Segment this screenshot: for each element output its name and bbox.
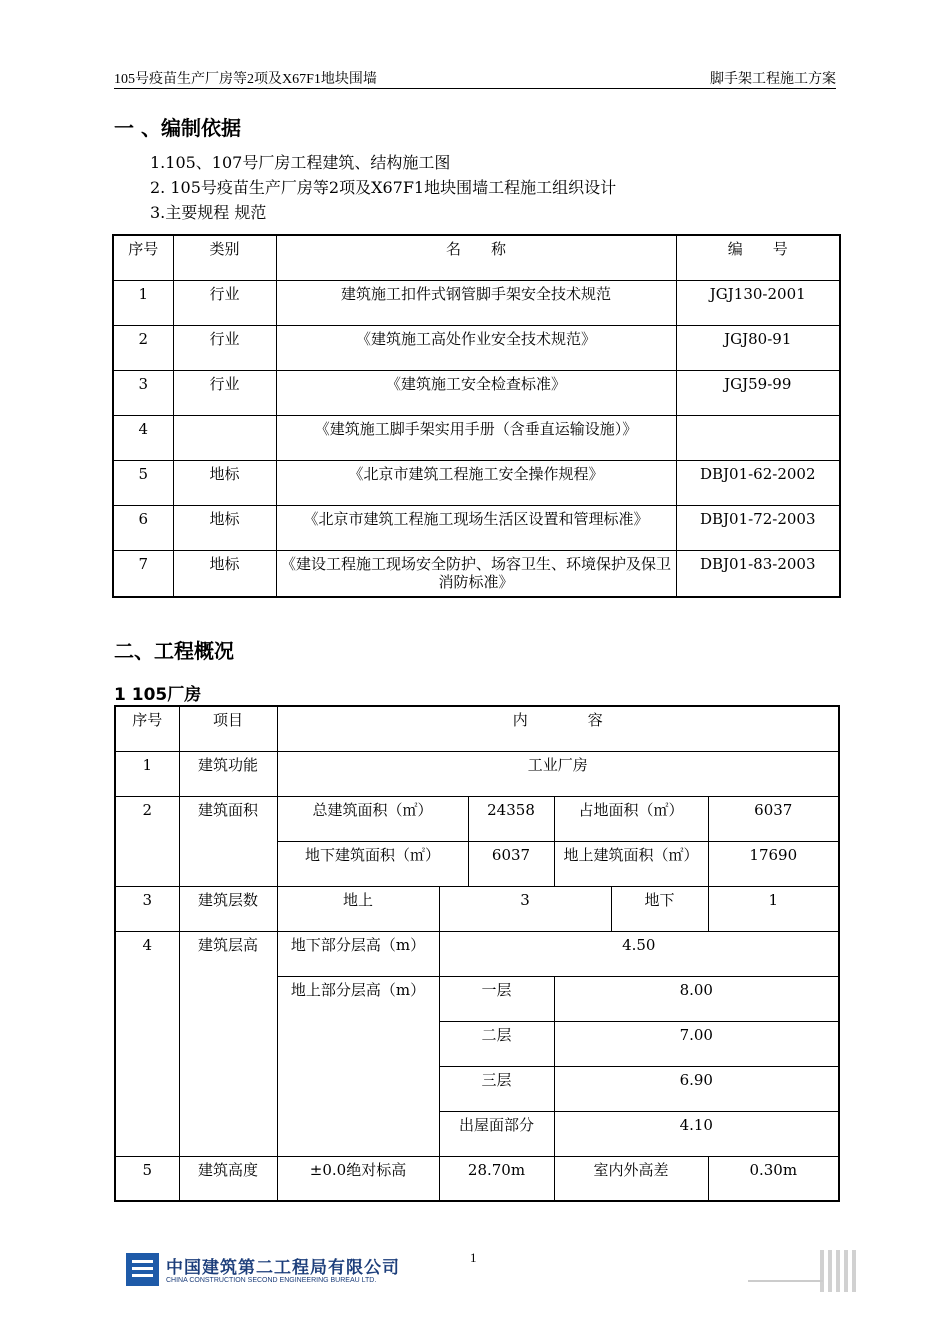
table-row — [115, 751, 839, 796]
cell: 地标 — [173, 460, 276, 505]
cell: 《北京市建筑工程施工安全操作规程》 — [276, 460, 676, 505]
cell: 4.50 — [439, 931, 839, 976]
cell: 地标 — [173, 505, 276, 550]
cell: 地下建筑面积（㎡） — [277, 841, 468, 886]
cell: 1 — [115, 751, 179, 796]
cell: JGJ59-99 — [676, 370, 840, 415]
cell: 出屋面部分 — [439, 1111, 554, 1156]
cell: 1 — [113, 280, 173, 325]
cell: 2 — [115, 796, 179, 886]
cell: 建筑施工扣件式钢管脚手架安全技术规范 — [276, 280, 676, 325]
cell: 建筑功能 — [179, 751, 277, 796]
col-header: 类别 — [173, 235, 276, 280]
page-header — [114, 68, 836, 89]
table-row — [113, 280, 840, 325]
cell: JGJ80-91 — [676, 325, 840, 370]
cell: 建筑层高 — [179, 931, 277, 1156]
cell: 6037 — [708, 796, 839, 841]
cell: 建筑面积 — [179, 796, 277, 886]
cell: 0.30m — [708, 1156, 839, 1201]
company-name-en: CHINA CONSTRUCTION SECOND ENGINEERING BUREAU LTD. — [166, 1277, 377, 1284]
col-header: 项目 — [179, 706, 277, 751]
cell: 一层 — [439, 976, 554, 1021]
cell: 8.00 — [554, 976, 839, 1021]
cell: 7 — [113, 550, 173, 597]
cell: 4 — [115, 931, 179, 1156]
cell: 行业 — [173, 280, 276, 325]
cell: 地下部分层高（m） — [277, 931, 439, 976]
cell: 5 — [113, 460, 173, 505]
table-row — [115, 886, 839, 931]
cell: 行业 — [173, 370, 276, 415]
cell: 地下 — [611, 886, 708, 931]
cell: 地标 — [173, 550, 276, 597]
cell: 《建筑施工安全检查标准》 — [276, 370, 676, 415]
table-row — [115, 931, 839, 976]
cell: 行业 — [173, 325, 276, 370]
table-row — [113, 550, 840, 597]
cell: JGJ130-2001 — [676, 280, 840, 325]
overview-table — [114, 705, 840, 1202]
cell: DBJ01-62-2002 — [676, 460, 840, 505]
table-row — [113, 460, 840, 505]
table-row — [113, 325, 840, 370]
col-header: 序号 — [115, 706, 179, 751]
section2-title: 二、工程概况 — [114, 639, 234, 663]
cell: 《建筑施工脚手架实用手册（含垂直运输设施）》 — [276, 415, 676, 460]
cell: 28.70m — [439, 1156, 554, 1201]
cell — [173, 415, 276, 460]
cell: 地上 — [277, 886, 439, 931]
header-doc-title: 脚手架工程施工方案 — [710, 72, 836, 87]
cell: 7.00 — [554, 1021, 839, 1066]
ref-item: 1.105、107号厂房工程建筑、结构施工图 — [150, 153, 451, 172]
footer-decoration-icon — [820, 1250, 856, 1292]
cell: 2 — [113, 325, 173, 370]
cell: 3 — [115, 886, 179, 931]
col-header: 编 号 — [676, 235, 840, 280]
cell: ±0.0绝对标高 — [277, 1156, 439, 1201]
standards-table — [112, 234, 841, 598]
cell: 3 — [113, 370, 173, 415]
table-header-row — [113, 235, 840, 280]
cell: 总建筑面积（㎡） — [277, 796, 468, 841]
cell: 4 — [113, 415, 173, 460]
cell: 6 — [113, 505, 173, 550]
table-row — [113, 370, 840, 415]
cell: 二层 — [439, 1021, 554, 1066]
cell: 5 — [115, 1156, 179, 1201]
header-project: 105号疫苗生产厂房等2项及X67F1地块围墙 — [114, 72, 377, 87]
table-header-row — [115, 706, 839, 751]
cell: 室内外高差 — [554, 1156, 708, 1201]
ref-item: 3.主要规程 规范 — [150, 203, 267, 222]
footer-decoration-line — [748, 1280, 823, 1282]
company-logo-icon — [126, 1253, 159, 1286]
cell: 24358 — [468, 796, 554, 841]
table-row — [113, 505, 840, 550]
cell: 三层 — [439, 1066, 554, 1111]
section1-title: 一 、编制依据 — [114, 116, 241, 140]
cell: 6037 — [468, 841, 554, 886]
cell: 地上部分层高（m） — [277, 976, 439, 1156]
cell: 1 — [708, 886, 839, 931]
col-header: 名 称 — [276, 235, 676, 280]
page-number: 1 — [470, 1250, 477, 1265]
col-header: 序号 — [113, 235, 173, 280]
table-row — [115, 1156, 839, 1201]
cell: 4.10 — [554, 1111, 839, 1156]
cell: 17690 — [708, 841, 839, 886]
cell: DBJ01-83-2003 — [676, 550, 840, 597]
col-header: 内 容 — [277, 706, 839, 751]
cell: 地上建筑面积（㎡） — [554, 841, 708, 886]
cell: 6.90 — [554, 1066, 839, 1111]
cell: 《建筑施工高处作业安全技术规范》 — [276, 325, 676, 370]
cell: 3 — [439, 886, 611, 931]
table-row — [115, 796, 839, 841]
cell: 《北京市建筑工程施工现场生活区设置和管理标准》 — [276, 505, 676, 550]
cell: 建筑层数 — [179, 886, 277, 931]
cell: 工业厂房 — [277, 751, 839, 796]
ref-item: 2. 105号疫苗生产厂房等2项及X67F1地块围墙工程施工组织设计 — [150, 178, 617, 197]
cell: DBJ01-72-2003 — [676, 505, 840, 550]
company-name-cn: 中国建筑第二工程局有限公司 — [166, 1258, 400, 1278]
cell: 《建设工程施工现场安全防护、场容卫生、环境保护及保卫消防标准》 — [276, 550, 676, 597]
cell — [676, 415, 840, 460]
table-row — [113, 415, 840, 460]
section2-subtitle: 1 105厂房 — [114, 685, 202, 705]
cell: 建筑高度 — [179, 1156, 277, 1201]
cell: 占地面积（㎡） — [554, 796, 708, 841]
